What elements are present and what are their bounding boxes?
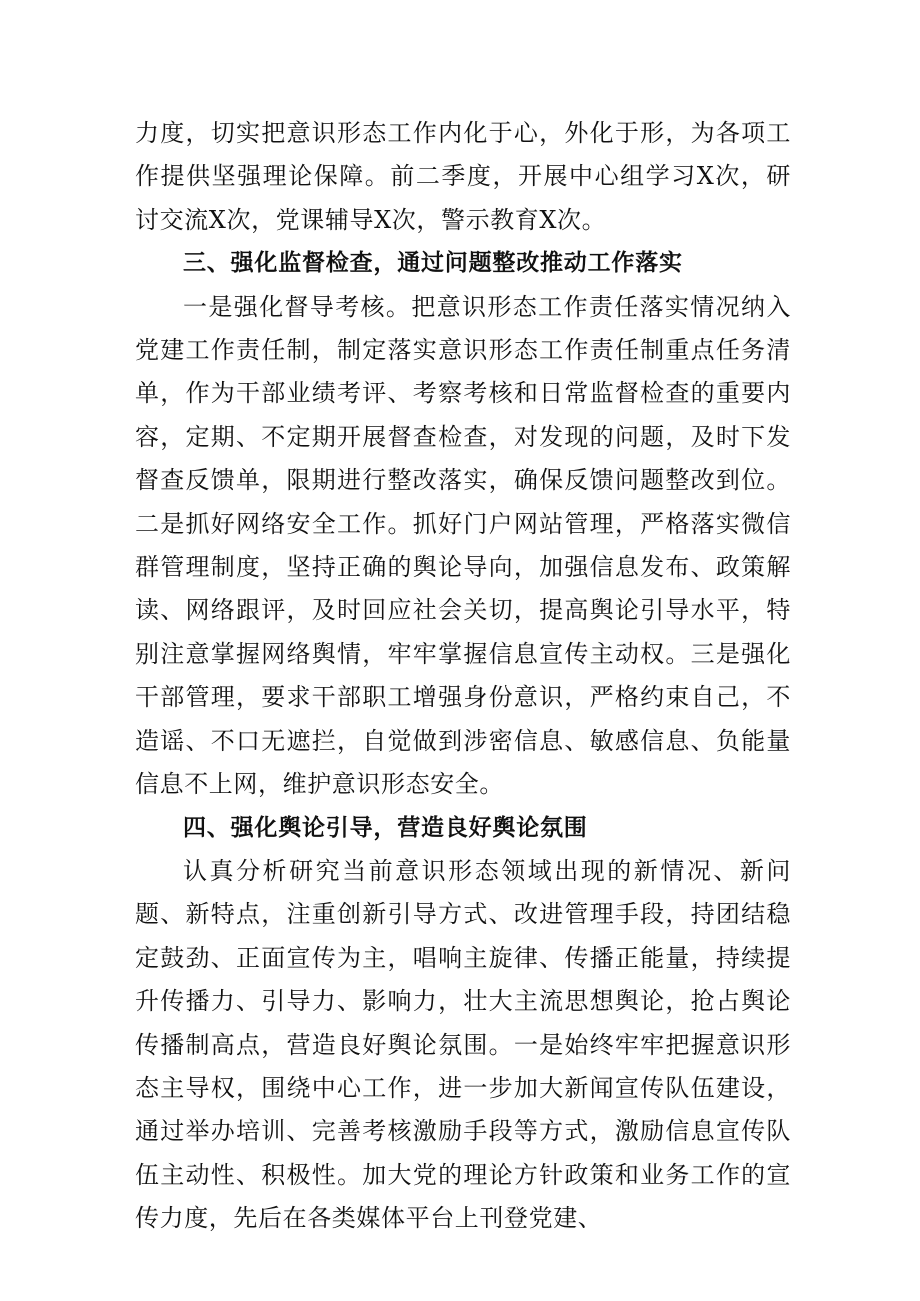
paragraph-section-4: 认真分析研究当前意识形态领域出现的新情况、新问题、新特点，注重创新引导方式、改进管理手段，持团结稳定鼓劲、正面宣传为主，唱响主旋律、传播正能量，持续提升传播力、引导力、影响力，壮大主流思想舆论，抢占舆论传播制高点，营造良好舆论氛围。一是始终牢牢把握意识形态主导权，围绕中心工作，进一步加大新闻宣传队伍建设，通过举办培训、完善考核激励手段等方式，激励信息宣传队伍主动性、积极性。加大党的理论方针政策和业务工作的宣传力度，先后在各类媒体平台上刊登党建、 — [135, 856, 791, 1233]
document-body — [135, 112, 791, 1241]
section-heading-4: 四、强化舆论引导，营造良好舆论氛围 — [183, 814, 588, 841]
paragraph-section-3: 一是强化督导考核。把意识形态工作责任落实情况纳入党建工作责任制，制定落实意识形态工作责任制重点任务清单，作为干部业绩考评、考察考核和日常监督检查的重要内容，定期、不定期开展督查检查，对发现的问题，及时下发督查反馈单，限期进行整改落实，确保反馈问题整改到位。二是抓好网络安全工作。抓好门户网站管理，严格落实微信群管理制度，坚持正确的舆论导向，加强信息发布、政策解读、网络跟评，及时回应社会关切，提高舆论引导水平，特别注意掌握网络舆情，牢牢掌握信息宣传主动权。三是强化干部管理，要求干部职工增强身份意识，严格约束自己，不造谣、不口无遮拦，自觉做到涉密信息、敏感信息、负能量信息不上网，维护意识形态安全。 — [135, 292, 791, 799]
section-heading-3: 三、强化监督检查，通过问题整改推动工作落实 — [183, 250, 683, 277]
paragraph-continuation: 力度，切实把意识形态工作内化于心，外化于形，为各项工作提供坚强理论保障。前二季度，开展中心组学习X次，研讨交流X次，党课辅导X次，警示教育X次。 — [135, 119, 791, 234]
